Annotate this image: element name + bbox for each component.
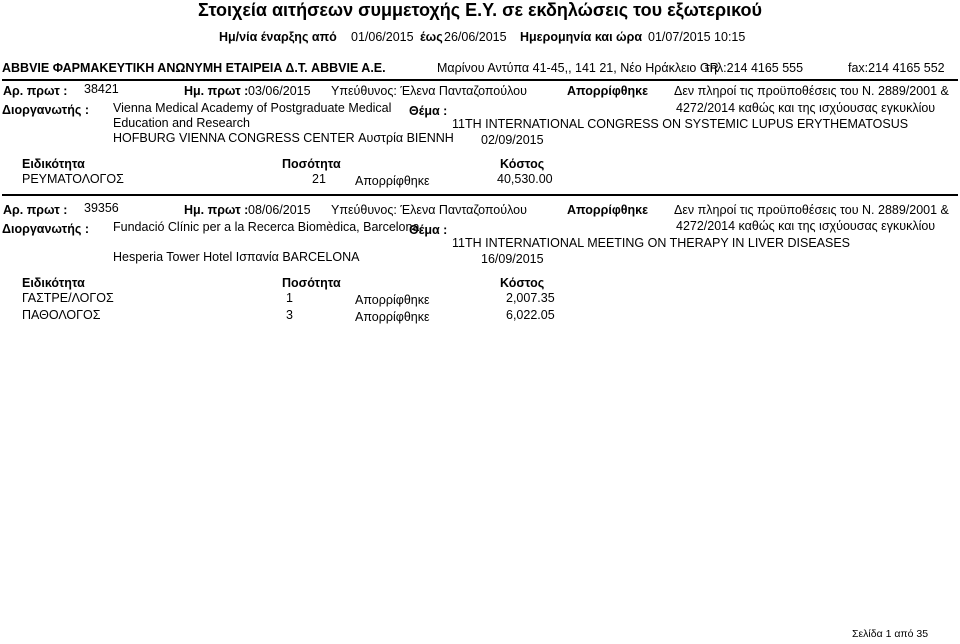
section-divider [2,194,958,196]
company-phone: τηλ:214 4165 555 [705,61,804,75]
item-status: Απορρίφθηκε [355,174,430,188]
subject-label: Θέμα : [409,104,448,118]
quantity: 1 [286,291,293,305]
protocol-no-label: Αρ. πρωτ : [3,203,68,217]
company-address: Μαρίνου Αντύπα 41-45,, 141 21, Νέο Ηράκλειο GR [437,61,719,75]
organizer-line-1: Fundació Clínic per a la Recerca Biomèdica, Barcelona [113,220,420,234]
company-name: ABBVIE ΦΑΡΜΑΚΕΥΤΙΚΗ ΑΝΩΝΥΜΗ ΕΤΑΙΡΕΙΑ Δ.Τ. ABBVIE A.E. [2,61,386,75]
quantity-header: Ποσότητα [282,276,341,290]
end-date-label: έως [420,30,443,44]
cost-header: Κόστος [500,276,545,290]
header-divider [2,79,958,81]
organizer-line-1: Vienna Medical Academy of Postgraduate Medical [113,101,392,115]
protocol-date: 03/06/2015 [248,84,311,98]
print-datetime-label: Ημερομηνία και ώρα [520,30,643,44]
reason-line-1: Δεν πληροί τις προϋποθέσεις του Ν. 2889/2001 & [674,84,949,98]
protocol-no-label: Αρ. πρωτ : [3,84,68,98]
end-date: 26/06/2015 [444,30,507,44]
organizer-label: Διοργανωτής : [2,103,89,117]
print-datetime: 01/07/2015 10:15 [648,30,746,44]
specialty-header: Ειδικότητα [22,276,85,290]
reason-line-2: 4272/2014 καθώς και της ισχύουσας εγκυκλίου [676,219,936,233]
cost-header: Κόστος [500,157,545,171]
protocol-no: 38421 [84,82,119,96]
company-fax: fax:214 4165 552 [848,61,945,75]
item-status: Απορρίφθηκε [355,310,430,324]
status-badge: Απορρίφθηκε [567,84,649,98]
cost: 2,007.35 [506,291,555,305]
page-number: Σελίδα 1 από 35 [852,628,929,640]
report-title: Στοιχεία αιτήσεων συμμετοχής Ε.Υ. σε εκδηλώσεις του εξωτερικού [197,0,762,20]
protocol-no: 39356 [84,201,119,215]
start-date: 01/06/2015 [351,30,414,44]
quantity: 21 [312,172,326,186]
responsible: Υπεύθυνος: Έλενα Πανταζοπούλου [331,84,527,98]
subject: 11TH INTERNATIONAL CONGRESS ON SYSTEMIC LUPUS ERYTHEMATOSUS [452,117,909,131]
event-date: 02/09/2015 [481,133,544,147]
venue: Hesperia Tower Hotel Ισπανία BARCELONA [113,250,360,264]
venue: HOFBURG VIENNA CONGRESS CENTER Αυστρία ΒΙΕΝΝΗ [113,131,454,145]
protocol-date: 08/06/2015 [248,203,311,217]
reason-line-1: Δεν πληροί τις προϋποθέσεις του Ν. 2889/2001 & [674,203,949,217]
item-status: Απορρίφθηκε [355,293,430,307]
event-date: 16/09/2015 [481,252,544,266]
organizer-line-2: Education and Research [113,116,250,130]
specialty: ΡΕΥΜΑΤΟΛΟΓΟΣ [22,172,124,186]
cost: 6,022.05 [506,308,555,322]
cost: 40,530.00 [497,172,553,186]
subject-label: Θέμα : [409,223,448,237]
subject: 11TH INTERNATIONAL MEETING ON THERAPY IN LIVER DISEASES [452,236,851,250]
quantity-header: Ποσότητα [282,157,341,171]
specialty: ΓΑΣΤΡΕ/ΛΟΓΟΣ [22,291,114,305]
specialty: ΠΑΘΟΛΟΓΟΣ [22,308,101,322]
organizer-label: Διοργανωτής : [2,222,89,236]
specialty-header: Ειδικότητα [22,157,85,171]
status-badge: Απορρίφθηκε [567,203,649,217]
reason-line-2: 4272/2014 καθώς και της ισχύουσας εγκυκλίου [676,101,936,115]
protocol-date-label: Ημ. πρωτ : [184,203,249,217]
start-date-label: Ημ/νία έναρξης από [219,30,337,44]
responsible: Υπεύθυνος: Έλενα Πανταζοπούλου [331,203,527,217]
quantity: 3 [286,308,293,322]
protocol-date-label: Ημ. πρωτ : [184,84,249,98]
